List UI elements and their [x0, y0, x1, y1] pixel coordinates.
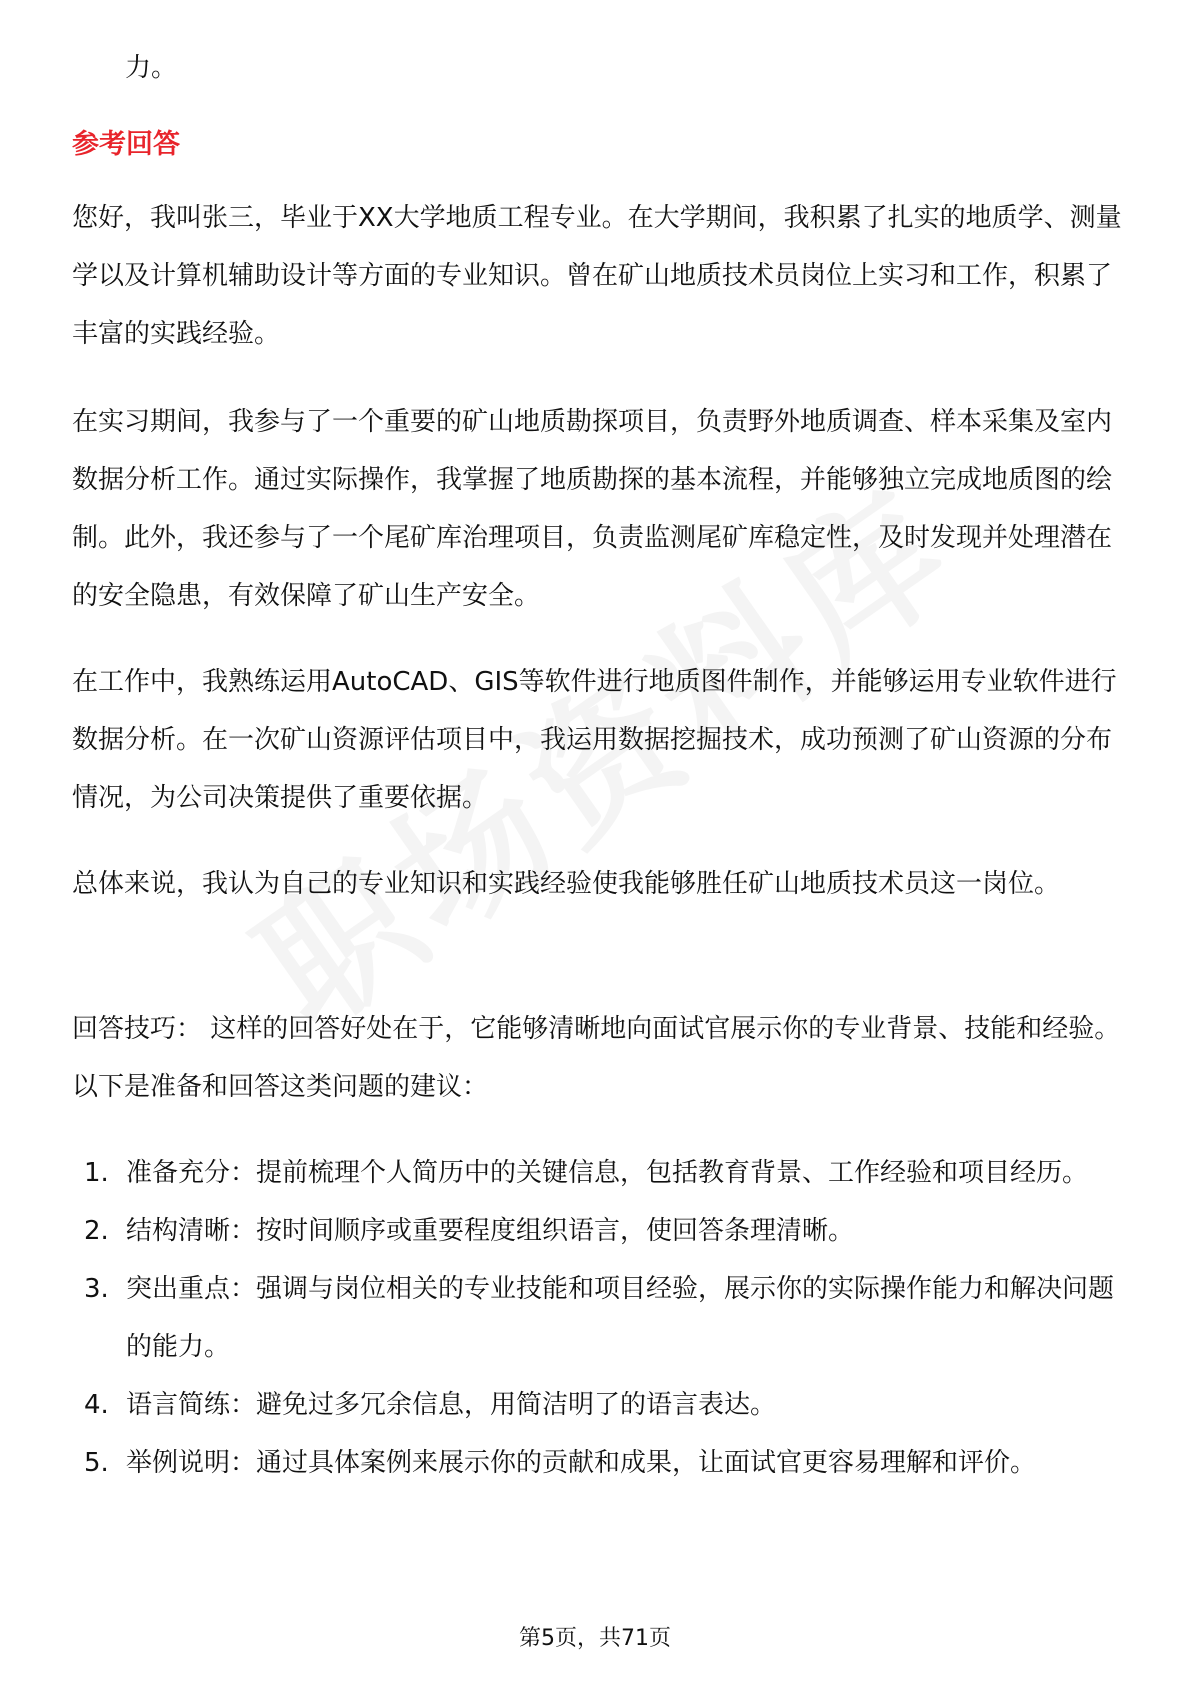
- list-item: [72, 1260, 1122, 1376]
- page-footer: 第5页，共71页: [519, 1626, 671, 1651]
- tips-list: [72, 1144, 1122, 1492]
- paragraph-tips-intro: 回答技巧： 这样的回答好处在于，它能够清晰地向面试官展示你的专业背景、技能和经验。以下是准备和回答这类问题的建议：: [72, 1014, 1121, 1102]
- paragraph-work: 在工作中，我熟练运用AutoCAD、GIS等软件进行地质图件制作，并能够运用专业软件进行数据分析。在一次矿山资源评估项目中，我运用数据挖掘技术，成功预测了矿山资源的分布情况，为公司决策提供了重要依据。: [72, 667, 1117, 813]
- list-item-text: 举例说明：通过具体案例来展示你的贡献和成果，让面试官更容易理解和评价。: [126, 1448, 1037, 1478]
- list-item-text: 语言简练：避免过多冗余信息，用简洁明了的语言表达。: [126, 1390, 777, 1420]
- list-item-number: 1.: [84, 1158, 109, 1188]
- list-item: [72, 1202, 1122, 1260]
- list-item-number: 4.: [84, 1390, 109, 1420]
- list-item-text: 准备充分：提前梳理个人简历中的关键信息，包括教育背景、工作经验和项目经历。: [126, 1158, 1089, 1188]
- list-item-number: 3.: [84, 1274, 109, 1304]
- list-item: [72, 1144, 1122, 1202]
- continued-text: 力。: [125, 53, 178, 83]
- list-item-number: 5.: [84, 1448, 109, 1478]
- section-title: 参考回答: [72, 129, 180, 160]
- list-item-number: 2.: [84, 1216, 109, 1246]
- paragraph-intro: 您好，我叫张三，毕业于XX大学地质工程专业。在大学期间，我积累了扎实的地质学、测量学以及计算机辅助设计等方面的专业知识。曾在矿山地质技术员岗位上实习和工作，积累了丰富的实践经验。: [72, 203, 1122, 349]
- list-item-text: 突出重点：强调与岗位相关的专业技能和项目经验，展示你的实际操作能力和解决问题的能力。: [126, 1274, 1115, 1362]
- list-item: [72, 1376, 1122, 1434]
- paragraph-internship: 在实习期间，我参与了一个重要的矿山地质勘探项目，负责野外地质调查、样本采集及室内数据分析工作。通过实际操作，我掌握了地质勘探的基本流程，并能够独立完成地质图的绘制。此外，我还参与了一个尾矿库治理项目，负责监测尾矿库稳定性，及时发现并处理潜在的安全隐患，有效保障了矿山生产安全。: [72, 407, 1113, 611]
- paragraph-summary: 总体来说，我认为自己的专业知识和实践经验使我能够胜任矿山地质技术员这一岗位。: [72, 869, 1061, 899]
- list-item: [72, 1434, 1122, 1492]
- list-item-text: 结构清晰：按时间顺序或重要程度组织语言，使回答条理清晰。: [126, 1216, 855, 1246]
